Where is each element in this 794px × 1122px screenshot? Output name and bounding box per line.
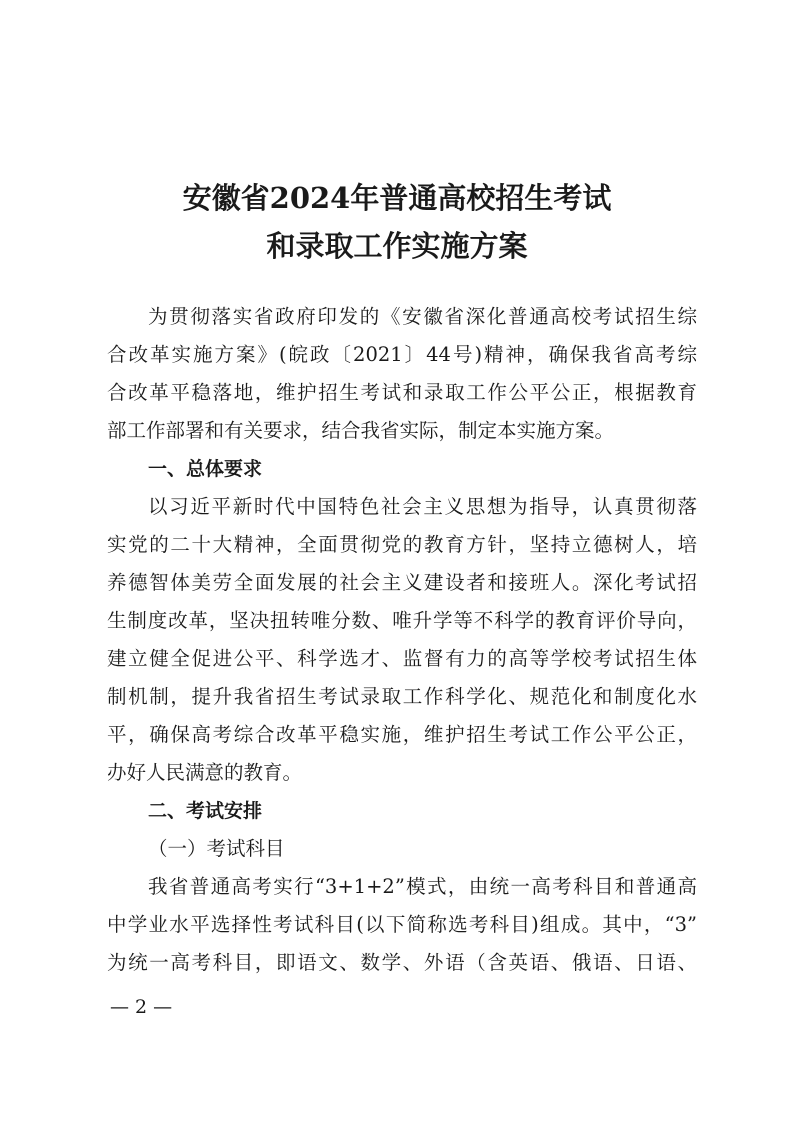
intro-line-3: 合改革平稳落地，维护招生考试和录取工作公平公正，根据教育 [107, 381, 697, 404]
intro-line-4: 部工作部署和有关要求，结合我省实际，制定本实施方案。 [107, 419, 615, 442]
section-1-line-3: 养德智体美劳全面发展的社会主义建设者和接班人。深化考试招 [107, 571, 697, 594]
intro-line-1: 为贯彻落实省政府印发的《安徽省深化普通高校考试招生综 [148, 305, 697, 328]
section-1-line-2: 实党的二十大精神，全面贯彻党的教育方针，坚持立德树人，培 [107, 533, 697, 556]
section-2-line-1: 我省普通高考实行“3+1+2”模式，由统一高考科目和普通高 [148, 875, 697, 898]
section-2-subheading: （一）考试科目 [148, 837, 285, 860]
section-2-line-3: 为统一高考科目，即语文、数学、外语（含英语、俄语、日语、 [107, 951, 697, 974]
section-2-heading: 二、考试安排 [148, 800, 263, 822]
intro-line-2: 合改革实施方案》(皖政〔2021〕44号)精神，确保我省高考综 [107, 343, 697, 366]
section-1-line-6: 制机制，提升我省招生考试录取工作科学化、规范化和制度化水 [107, 685, 697, 708]
section-1-line-7: 平，确保高考综合改革平稳实施，维护招生考试工作公平公正， [107, 723, 697, 746]
page-number: — 2 — [110, 996, 173, 1018]
section-1-heading: 一、总体要求 [148, 458, 263, 480]
section-1-line-4: 生制度改革，坚决扭转唯分数、唯升学等不科学的教育评价导向， [107, 609, 697, 632]
section-1-line-1: 以习近平新时代中国特色社会主义思想为指导，认真贯彻落 [148, 495, 697, 518]
document-title-line-2: 和录取工作实施方案 [266, 229, 528, 263]
section-1-line-8: 办好人民满意的教育。 [107, 761, 303, 784]
section-1-line-5: 建立健全促进公平、科学选才、监督有力的高等学校考试招生体 [107, 647, 697, 670]
section-2-line-2: 中学业水平选择性考试科目(以下简称选考科目)组成。其中，“3” [107, 913, 697, 936]
document-title-line-1: 安徽省2024年普通高校招生考试 [182, 181, 612, 215]
